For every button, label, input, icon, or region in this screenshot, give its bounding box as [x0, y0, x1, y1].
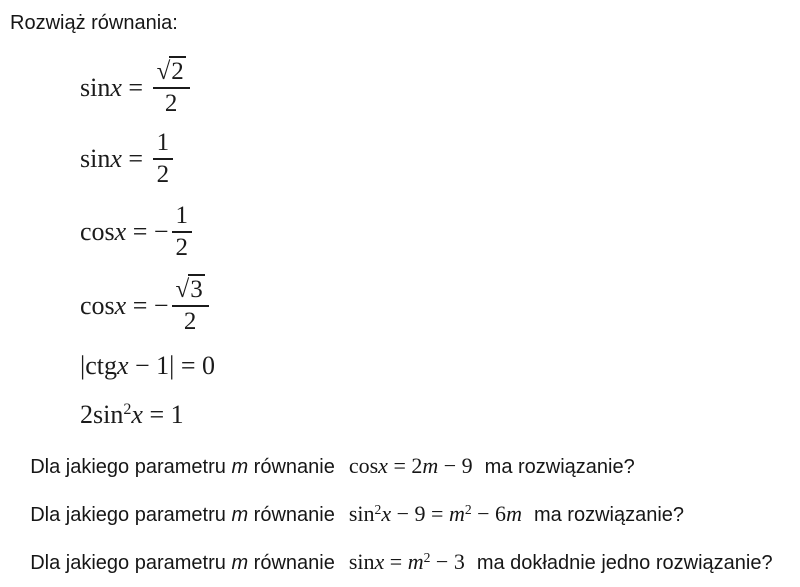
inline-math: $\sin x = m^2 - 3$ — [348, 549, 465, 574]
fraction — [172, 202, 193, 262]
equation-cos-minus-sqrt3-over-2 — [80, 276, 209, 336]
equation-lhs: cosx = − — [80, 217, 169, 246]
superscript: 2 — [123, 401, 132, 418]
equation-sin-sqrt2-over-2 — [80, 58, 190, 118]
question-suffix: ma dokładnie jedno rozwiązanie? — [476, 552, 773, 574]
equation-lhs: cosx = − — [80, 291, 169, 320]
equation-text: |ctgx − 1| = 0 — [80, 351, 216, 380]
question-prefix: Dla jakiego parametru — [30, 552, 232, 574]
question-prefix: Dla jakiego parametru — [30, 456, 232, 478]
inline-math: $\sin^2x - 9 = m^2 - 6m$ — [348, 501, 522, 526]
question-mid: równanie — [248, 552, 335, 574]
fraction-numerator — [153, 58, 190, 89]
equation-cos-minus-one-half — [80, 202, 192, 262]
equation-abs-ctg — [80, 351, 215, 381]
equation-2sin2x — [80, 400, 184, 430]
equation-text: $2\sin^2x = 1$ — [80, 400, 184, 429]
question-mid: równanie — [248, 456, 335, 478]
parameter-m: m — [231, 552, 249, 574]
question-prefix: Dla jakiego parametru — [30, 504, 232, 526]
superscript: 2 — [423, 550, 431, 565]
fraction — [172, 276, 209, 336]
page-title: Rozwiąż równania: — [10, 12, 178, 34]
sqrt-expression: √2 — [156, 58, 184, 85]
fraction-denominator: 2 — [183, 308, 197, 335]
parameter-m: m — [231, 456, 249, 478]
fraction — [153, 129, 174, 189]
fraction-denominator: 2 — [175, 234, 189, 261]
question-sinx-m2-3 — [8, 526, 773, 587]
radical-sign: √ — [175, 276, 190, 303]
parameter-m: m — [231, 504, 249, 526]
radical-sign: √ — [156, 58, 171, 85]
fraction-numerator: 1 — [153, 129, 174, 160]
equation-lhs: sinx = — [80, 73, 150, 102]
fraction-denominator: 2 — [156, 161, 170, 188]
superscript: 2 — [374, 502, 382, 517]
fraction — [153, 58, 190, 118]
fraction-numerator — [172, 276, 209, 307]
equation-sin-one-half — [80, 129, 173, 189]
inline-math: cosx = 2m − 9 — [348, 453, 473, 478]
equation-lhs: sinx = — [80, 144, 150, 173]
question-suffix: ma rozwiązanie? — [533, 504, 685, 526]
question-mid: równanie — [248, 504, 335, 526]
fraction-denominator: 2 — [164, 90, 178, 117]
question-suffix: ma rozwiązanie? — [484, 456, 635, 478]
superscript: 2 — [464, 502, 472, 517]
fraction-numerator: 1 — [172, 202, 193, 233]
sqrt-expression: √3 — [175, 276, 203, 303]
